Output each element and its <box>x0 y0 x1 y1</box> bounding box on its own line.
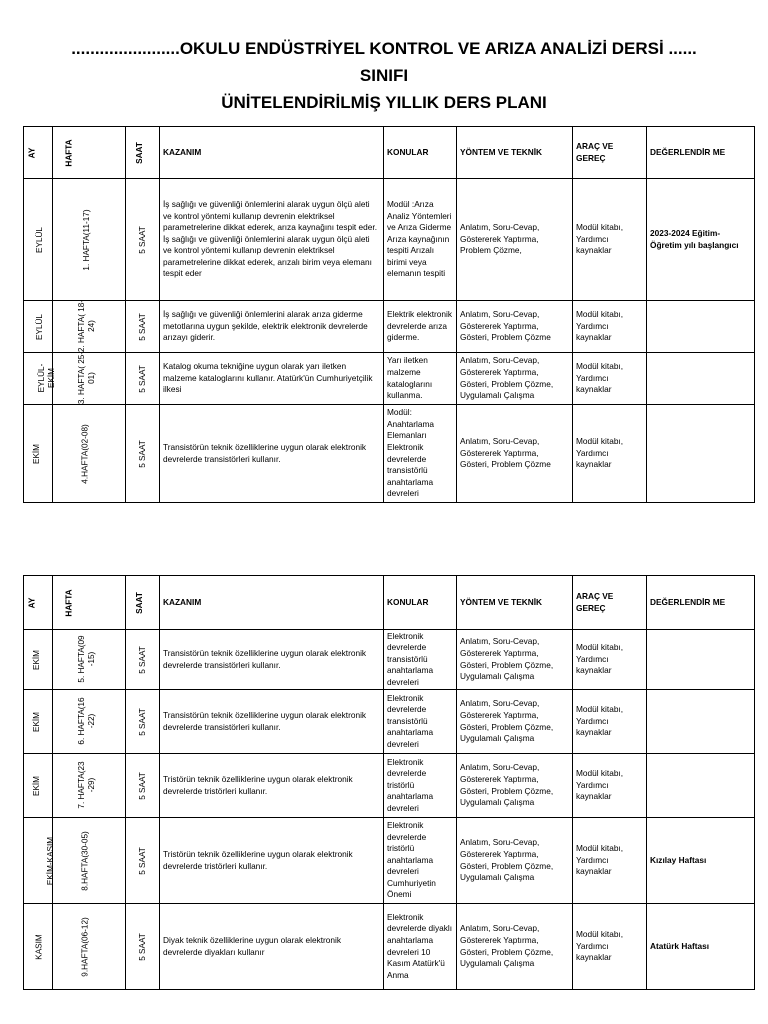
header-kazanim: KAZANIM <box>160 576 384 630</box>
cell-hafta: 6. HAFTA(16 -22) <box>53 690 126 754</box>
cell-saat: 5 SAAT <box>126 405 160 503</box>
cell-yontem: Anlatım, Soru-Cevap, Göstererek Yaptırma, Gösteri, Problem Çözme, Uygulamalı Çalışma <box>457 630 573 690</box>
cell-hafta: 4.HAFTA(02-08) <box>53 405 126 503</box>
cell-konular: Modül :Arıza Analiz Yöntemleri ve Arıza Giderme Arıza kaynağının tespiti Arızalı birimi veya elemanın tespiti <box>384 179 457 301</box>
cell-hafta: 5. HAFTA(09 -15) <box>53 630 126 690</box>
cell-hafta: 3. HAFTA( 25-01) <box>53 353 126 405</box>
cell-kazanim: İş sağlığı ve güvenliği önlemlerini alarak arıza giderme metotlarına uygun şekilde, elektrik elektronik devrelerde arızayı giderir. <box>160 301 384 353</box>
cell-ay: EYLÜL- EKİM <box>24 353 53 405</box>
cell-saat: 5 SAAT <box>126 904 160 990</box>
cell-ay: EKİM <box>24 690 53 754</box>
cell-hafta: 2. HAFTA( 18-24) <box>53 301 126 353</box>
cell-kazanim: İş sağlığı ve güvenliği önlemlerini alarak uygun ölçü aleti ve kontrol yöntemi kullanıp devrenin elektriksel parametrelerine dikkat ederek, arıza kaynağını tespit eder. İş sağlığı ve güvenliği önlemlerini alarak uygun ölçü aleti ve kontrol yöntemi kullanıp devrenin elektriksel parametrelerine dikkat ederek, arızalı birim veya elemanı tespit eder <box>160 179 384 301</box>
cell-hafta: 7. HAFTA(23 -29) <box>53 754 126 818</box>
cell-yontem: Anlatım, Soru-Cevap, Göstererek Yaptırma, Gösteri, Problem Çözme, Uygulamalı Çalışma <box>457 690 573 754</box>
table-row <box>24 904 755 990</box>
cell-konular: Elektronik devrelerde transistörlü anahtarlama devreleri <box>384 690 457 754</box>
cell-arac: Modül kitabı, Yardımcı kaynaklar <box>573 754 647 818</box>
header-konular: KONULAR <box>384 127 457 179</box>
cell-kazanim: Transistörün teknik özelliklerine uygun olarak elektronik devrelerde transistörleri kullanır. <box>160 690 384 754</box>
header-yontem: YÖNTEM VE TEKNİK <box>457 576 573 630</box>
cell-konular: Elektrik elektronik devrelerde arıza giderme. <box>384 301 457 353</box>
cell-arac: Modül kitabı, Yardımcı kaynaklar <box>573 405 647 503</box>
table-row <box>24 301 755 353</box>
cell-kazanim: Diyak teknik özelliklerine uygun olarak elektronik devrelerde diyakları kullanır <box>160 904 384 990</box>
cell-arac: Modül kitabı, Yardımcı kaynaklar <box>573 690 647 754</box>
header-hafta: HAFTA <box>53 127 126 179</box>
cell-degerlendirme <box>647 405 755 503</box>
header-hafta: HAFTA <box>53 576 126 630</box>
table-header-row <box>24 127 755 179</box>
document-title-line-2: SINIFI <box>359 66 409 85</box>
table-row <box>24 630 755 690</box>
cell-degerlendirme <box>647 353 755 405</box>
cell-ay: KASIM <box>24 904 53 990</box>
header-yontem: YÖNTEM VE TEKNİK <box>457 127 573 179</box>
cell-yontem: Anlatım, Soru-Cevap, Göstererek Yaptırma, Gösteri, Problem Çözme, Uygulamalı Çalışma <box>457 818 573 904</box>
header-kazanim: KAZANIM <box>160 127 384 179</box>
cell-saat: 5 SAAT <box>126 754 160 818</box>
cell-saat: 5 SAAT <box>126 630 160 690</box>
header-ay: AY <box>24 576 53 630</box>
cell-yontem: Anlatım, Soru-Cevap, Göstererek Yaptırma, Gösteri, Problem Çözme, Uygulamalı Çalışma <box>457 904 573 990</box>
cell-hafta: 8.HAFTA(30-05) <box>53 818 126 904</box>
cell-kazanim: Transistörün teknik özelliklerine uygun olarak elektronik devrelerde transistörleri kullanır. <box>160 630 384 690</box>
cell-konular: Yarı iletken malzeme kataloglarını kullanma. <box>384 353 457 405</box>
cell-arac: Modül kitabı, Yardımcı kaynaklar <box>573 818 647 904</box>
table-row <box>24 818 755 904</box>
cell-arac: Modül kitabı, Yardımcı kaynaklar <box>573 630 647 690</box>
cell-yontem: Anlatım, Soru-Cevap, Göstererek Yaptırma, Problem Çözme, <box>457 179 573 301</box>
cell-konular: Elektronik devrelerde diyaklı anahtarlama devreleri 10 Kasım Atatürk'ü Anma <box>384 904 457 990</box>
cell-yontem: Anlatım, Soru-Cevap, Göstererek Yaptırma, Gösteri, Problem Çözme <box>457 301 573 353</box>
cell-degerlendirme <box>647 690 755 754</box>
cell-yontem: Anlatım, Soru-Cevap, Göstererek Yaptırma, Gösteri, Problem Çözme <box>457 405 573 503</box>
cell-konular: Elektronik devrelerde tristörlü anahtarlama devreleri <box>384 754 457 818</box>
cell-hafta: 1. HAFTA(11-17) <box>53 179 126 301</box>
table-row <box>24 754 755 818</box>
cell-arac: Modül kitabı, Yardımcı kaynaklar <box>573 179 647 301</box>
table-row <box>24 179 755 301</box>
cell-yontem: Anlatım, Soru-Cevap, Göstererek Yaptırma, Gösteri, Problem Çözme, Uygulamalı Çalışma <box>457 754 573 818</box>
cell-ay: EKİM <box>24 754 53 818</box>
cell-ay: EYLÜL <box>24 179 53 301</box>
header-saat: SAAT <box>126 576 160 630</box>
cell-degerlendirme: Kızılay Haftası <box>647 818 755 904</box>
cell-ay: EKİM <box>24 630 53 690</box>
table-header-row <box>24 576 755 630</box>
header-saat: SAAT <box>126 127 160 179</box>
cell-ay: EKİM-KASIM <box>24 818 53 904</box>
cell-ay: EKİM <box>24 405 53 503</box>
plan-table-1 <box>23 126 755 503</box>
cell-arac: Modül kitabı, Yardımcı kaynaklar <box>573 353 647 405</box>
document-title-line-1: .......................OKULU ENDÜSTRİYEL KONTROL VE ARIZA ANALİZİ DERSİ ...... <box>71 39 697 58</box>
cell-yontem: Anlatım, Soru-Cevap, Göstererek Yaptırma, Gösteri, Problem Çözme, Uygulamalı Çalışma <box>457 353 573 405</box>
header-arac: ARAÇ VE GEREÇ <box>573 576 647 630</box>
header-degerlendirme: DEĞERLENDİR ME <box>647 576 755 630</box>
cell-saat: 5 SAAT <box>126 818 160 904</box>
cell-degerlendirme: 2023-2024 Eğitim-Öğretim yılı başlangıcı <box>647 179 755 301</box>
table-row <box>24 405 755 503</box>
cell-konular: Elektronik devrelerde transistörlü anahtarlama devreleri <box>384 630 457 690</box>
table-row <box>24 353 755 405</box>
header-arac: ARAÇ VE GEREÇ <box>573 127 647 179</box>
cell-kazanim: Tristörün teknik özelliklerine uygun olarak elektronik devrelerde tristörleri kullanır. <box>160 754 384 818</box>
cell-kazanim: Tristörün teknik özelliklerine uygun olarak elektronik devrelerde tristörleri kullanır. <box>160 818 384 904</box>
header-ay: AY <box>24 127 53 179</box>
cell-konular: Modül: Anahtarlama Elemanları Elektronik devrelerde transistörlü anahtarlama devreleri <box>384 405 457 503</box>
cell-saat: 5 SAAT <box>126 301 160 353</box>
cell-ay: EYLÜL <box>24 301 53 353</box>
cell-saat: 5 SAAT <box>126 353 160 405</box>
cell-degerlendirme <box>647 301 755 353</box>
header-konular: KONULAR <box>384 576 457 630</box>
table-row <box>24 690 755 754</box>
cell-saat: 5 SAAT <box>126 179 160 301</box>
cell-kazanim: Transistörün teknik özelliklerine uygun olarak elektronik devrelerde transistörleri kullanır. <box>160 405 384 503</box>
cell-degerlendirme <box>647 754 755 818</box>
header-degerlendirme: DEĞERLENDİR ME <box>647 127 755 179</box>
cell-degerlendirme: Atatürk Haftası <box>647 904 755 990</box>
cell-arac: Modül kitabı, Yardımcı kaynaklar <box>573 301 647 353</box>
cell-arac: Modül kitabı, Yardımcı kaynaklar <box>573 904 647 990</box>
cell-kazanim: Katalog okuma tekniğine uygun olarak yarı iletken malzeme kataloglarını kullanır. Atatürk'ün Cumhuriyetçilik ilkesi <box>160 353 384 405</box>
cell-hafta: 9.HAFTA(06-12) <box>53 904 126 990</box>
cell-degerlendirme <box>647 630 755 690</box>
cell-konular: Elektronik devrelerde tristörlü anahtarlama devreleri Cumhuriyetin Önemi <box>384 818 457 904</box>
document-title-line-3: ÜNİTELENDİRİLMİŞ YILLIK DERS PLANI <box>221 93 547 112</box>
plan-table-2 <box>23 575 755 990</box>
cell-saat: 5 SAAT <box>126 690 160 754</box>
